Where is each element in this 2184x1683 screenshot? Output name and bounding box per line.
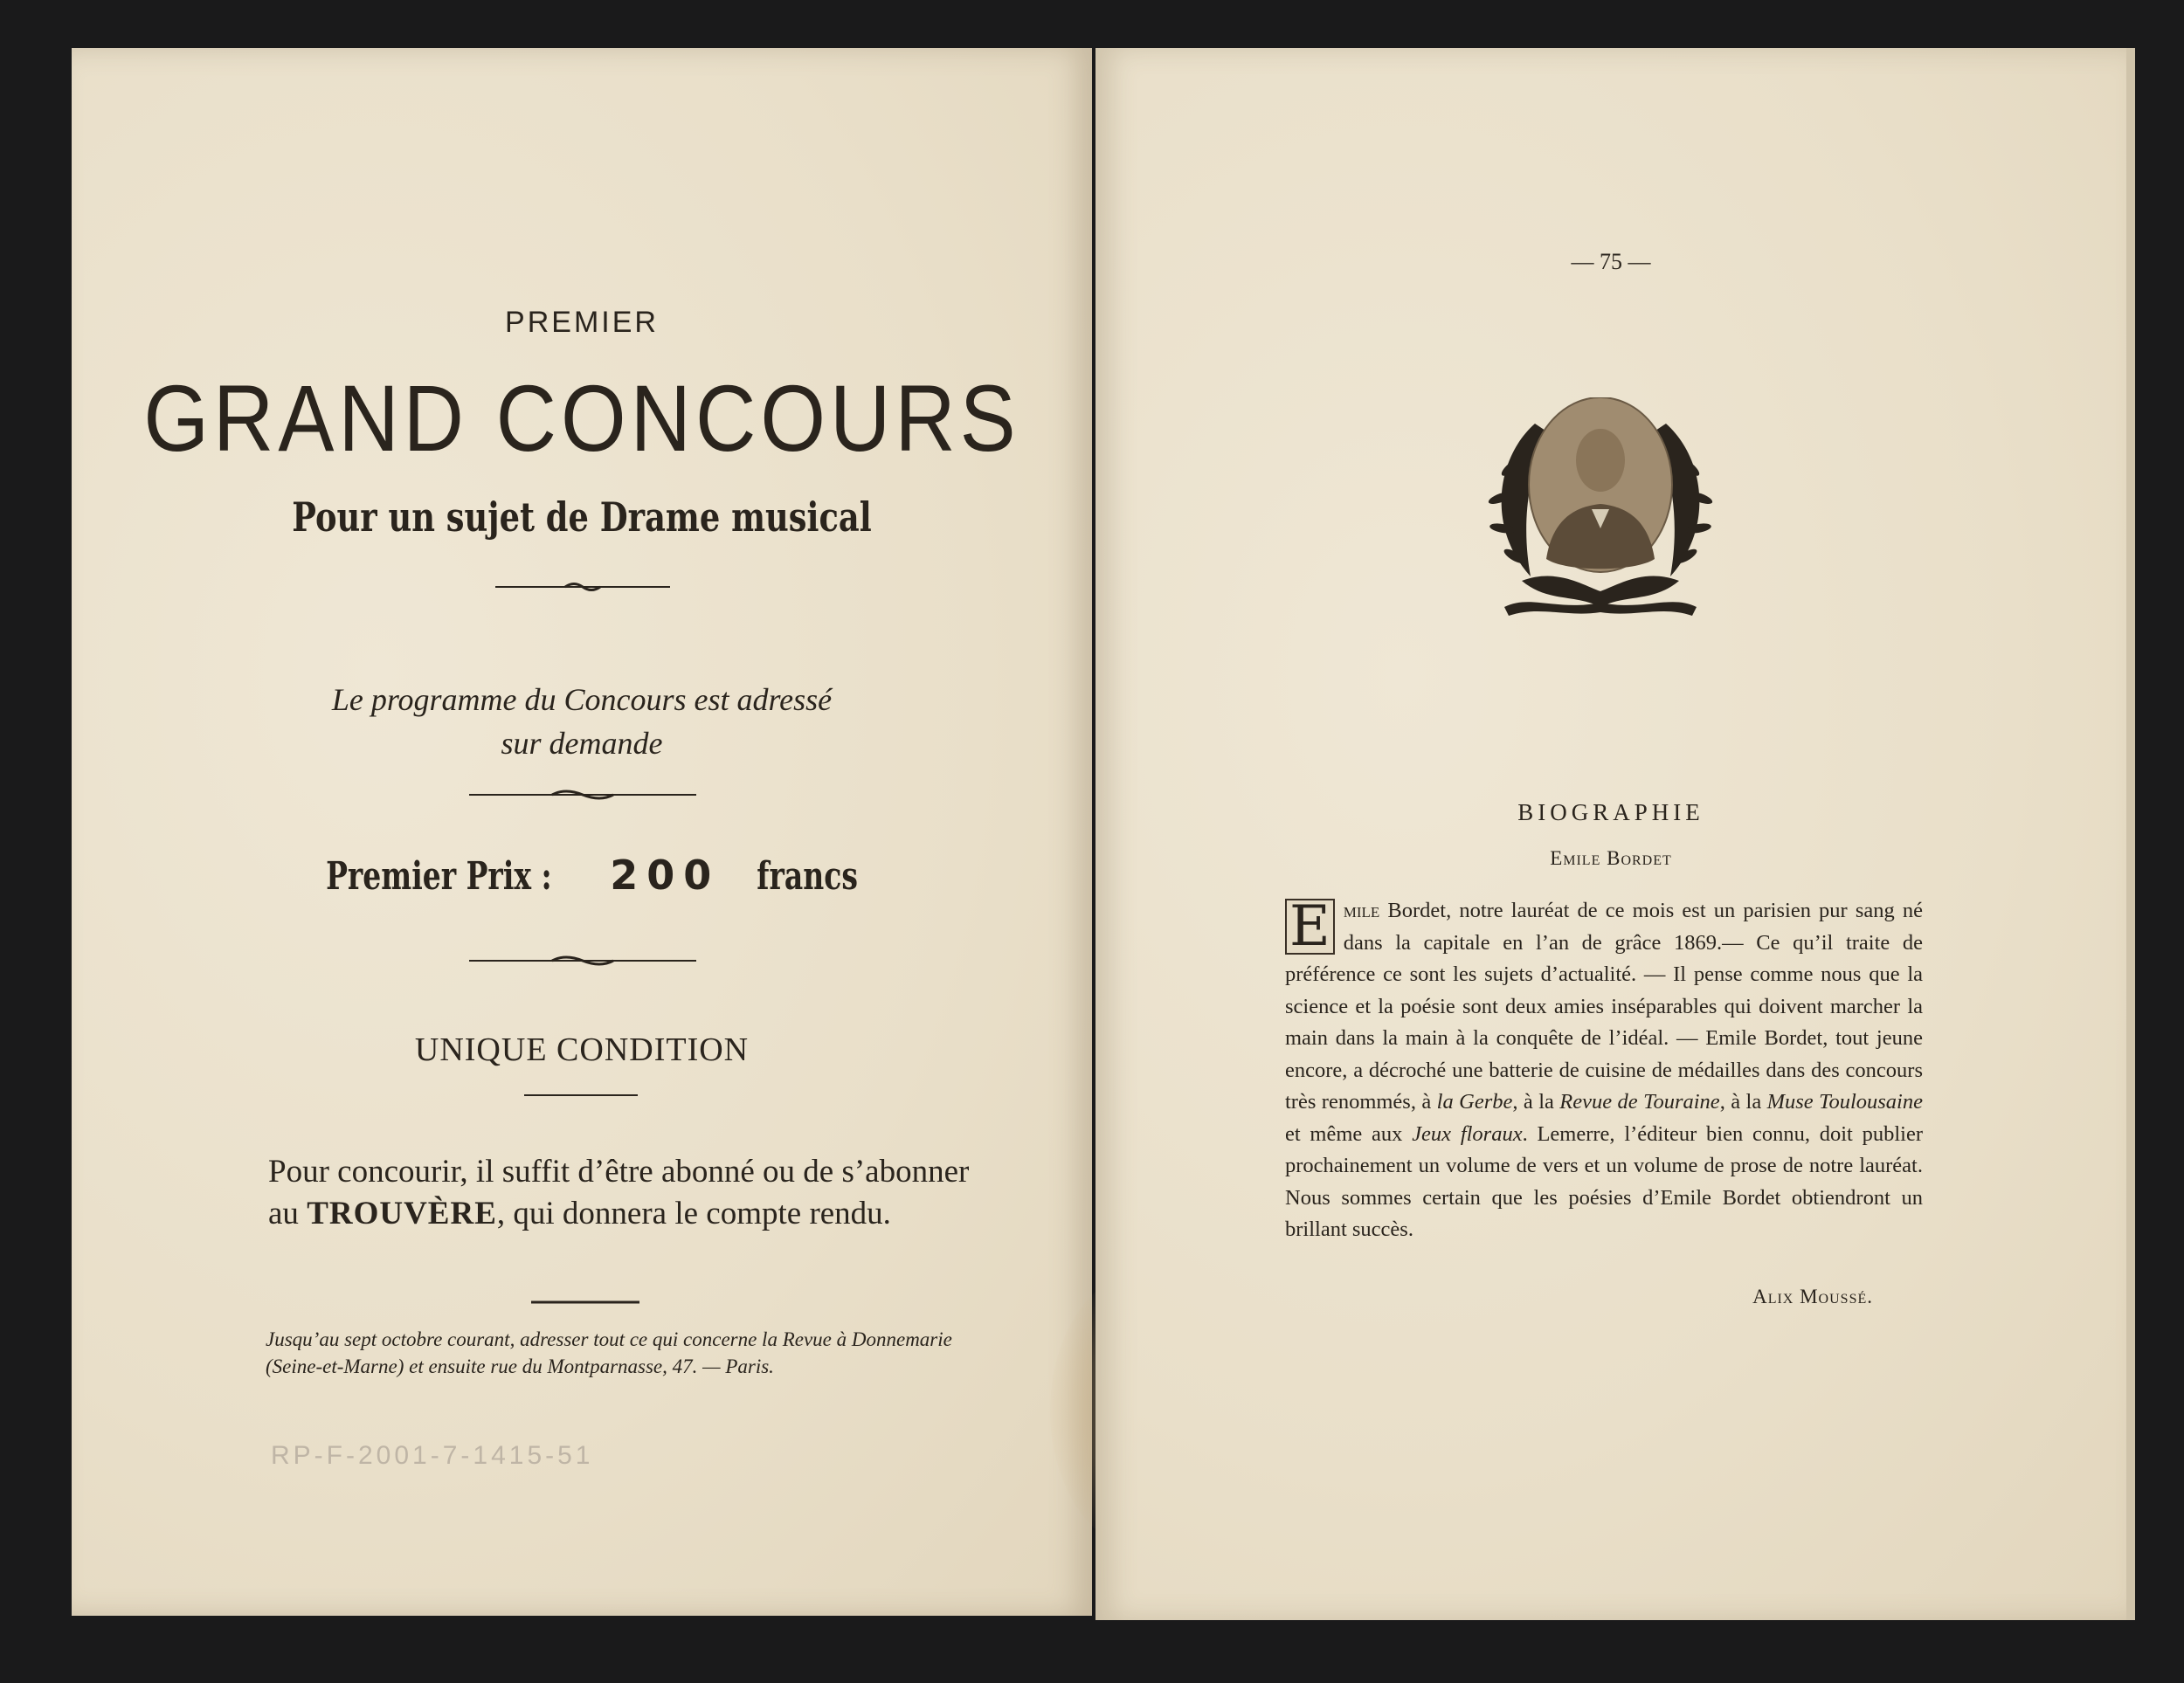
- trouvere-name: TROUVÈRE: [307, 1196, 497, 1231]
- author-signature: Alix Moussé.: [1752, 1286, 1873, 1307]
- program-line-2: sur demande: [501, 726, 663, 761]
- prize-unit: francs: [757, 854, 859, 899]
- drop-cap: E: [1285, 899, 1335, 955]
- biography-part: , à la: [1719, 1090, 1767, 1114]
- page-edge: [2126, 48, 2135, 1620]
- short-rule: [531, 1300, 639, 1305]
- biography-part: , à la: [1512, 1090, 1560, 1114]
- biography-part: et même aux: [1285, 1121, 1413, 1146]
- grand-concours-title: GRAND CONCOURS: [143, 366, 1020, 472]
- gerbe-title: la Gerbe: [1436, 1090, 1513, 1114]
- first-word: mile: [1343, 899, 1380, 922]
- short-rule: [524, 1093, 638, 1098]
- premier-label: PREMIER: [505, 306, 659, 339]
- prize-line: [72, 852, 1092, 899]
- muse-title: Muse Toulousaine: [1766, 1090, 1923, 1114]
- program-line-1: Le programme du Concours est adressé: [331, 682, 833, 717]
- unique-condition-heading: UNIQUE CONDITION: [414, 1031, 750, 1068]
- portrait-wreath: [1469, 397, 1731, 620]
- subtitle: Pour un sujet de Drame musical: [292, 493, 872, 541]
- biography-part: . Lemerre, l’éditeur bien connu, doit publier prochainement un volume de vers et un volume de prose de notre lauréat. Nous sommes certain que les poésies d’Emile Bordet obtiendront un brillant succès.: [1285, 1121, 1924, 1241]
- jeux-title: Jeux floraux: [1412, 1121, 1523, 1146]
- prize-amount: 200: [610, 852, 721, 899]
- divider-ornament: [469, 789, 696, 801]
- archive-stamp: RP-F-2001-7-1415-51: [271, 1441, 594, 1470]
- divider-ornament: [495, 581, 670, 593]
- biography-part: Bordet, notre lauréat de ce mois est un parisien pur sang né dans la capitale en l’an de grâce 1869.— Ce qu’il traite de préférence ce sont les sujets d’actualité. — Il pense comme nous que la science et la poésie sont deux amies inséparables qui doivent marcher la main dans la main à la conquête de l’idéal. — Emile Bordet, tout jeune encore, a décroché une batterie de cuisine de médailles dans des concours très renommés, à: [1285, 899, 1923, 1114]
- condition-text: [268, 1151, 976, 1235]
- prize-label: Premier Prix :: [326, 854, 553, 899]
- divider-ornament: [469, 955, 696, 967]
- touraine-title: Revue de Touraine: [1559, 1090, 1720, 1114]
- page-number: — 75 —: [1571, 249, 1651, 274]
- laureate-name: Emile Bordet: [1550, 847, 1672, 869]
- biography-heading: BIOGRAPHIE: [1517, 799, 1704, 825]
- biography-text: [1285, 895, 1923, 1246]
- left-page: [72, 48, 1092, 1616]
- condition-text-part: Pour concourir, il suffit d’être abonné ou de s’abonner au: [268, 1154, 970, 1231]
- condition-text-part: , qui donnera le compte rendu.: [496, 1196, 891, 1231]
- address-note: Jusqu’au sept octobre courant, adresser tout ce qui concerne la Revue à Donnemarie (Seine-et-Marne) et ensuite rue du Montparnasse, 47. — Paris.: [266, 1328, 952, 1377]
- right-page: [1095, 48, 2126, 1620]
